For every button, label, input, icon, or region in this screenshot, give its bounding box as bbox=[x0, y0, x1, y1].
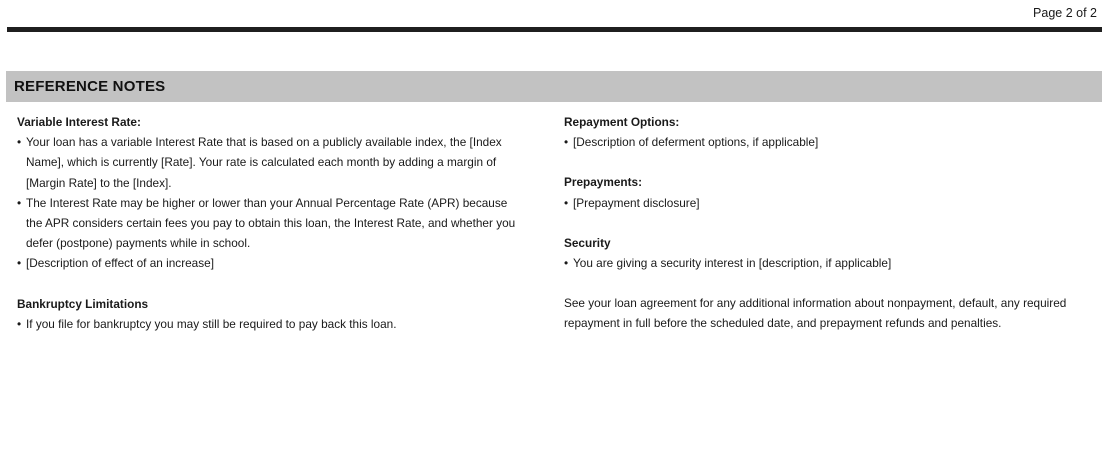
variable-interest-rate-heading: Variable Interest Rate: bbox=[17, 115, 141, 129]
spacer bbox=[564, 213, 1084, 233]
bankruptcy-limitations-heading: Bankruptcy Limitations bbox=[17, 296, 149, 311]
bankruptcy-bullet-1: • If you file for bankruptcy you may still be required to pay back this loan. bbox=[17, 314, 517, 334]
spacer bbox=[17, 274, 517, 294]
repayment-options-heading: Repayment Options: bbox=[564, 115, 680, 129]
right-column bbox=[564, 112, 1084, 334]
section-header-band bbox=[6, 71, 1102, 102]
spacer bbox=[564, 152, 1084, 172]
spacer bbox=[564, 273, 1084, 293]
prepayments-heading: Prepayments: bbox=[564, 175, 643, 190]
security-bullet-1: • You are giving a security interest in [description, if applicable] bbox=[564, 253, 1084, 273]
security-heading: Security bbox=[564, 235, 611, 250]
variable-rate-bullet-3: • [Description of effect of an increase] bbox=[17, 253, 517, 273]
prepayments-bullet-1: • [Prepayment disclosure] bbox=[564, 193, 1084, 213]
loan-agreement-note: See your loan agreement for any additional information about nonpayment, default, any required repayment in full before the scheduled date, and prepayment refunds and penalties. bbox=[564, 296, 1067, 331]
top-rule-divider bbox=[7, 27, 1102, 32]
left-column bbox=[17, 112, 517, 334]
page-number: Page 2 of 2 bbox=[1033, 6, 1097, 20]
variable-rate-bullet-1: • Your loan has a variable Interest Rate that is based on a publicly available index, the [Index Name], which is currently [Rate]. Your rate is calculated each month by adding a margin of [Margin Rate] to the [Index]. bbox=[17, 132, 517, 193]
section-title: REFERENCE NOTES bbox=[14, 78, 166, 95]
repayment-bullet-1: • [Description of deferment options, if applicable] bbox=[564, 132, 1084, 152]
variable-rate-bullet-2: • The Interest Rate may be higher or lower than your Annual Percentage Rate (APR) because the APR considers certain fees you pay to obtain this loan, the Interest Rate, and whether you defer (postpone) payments while in school. bbox=[17, 193, 517, 254]
